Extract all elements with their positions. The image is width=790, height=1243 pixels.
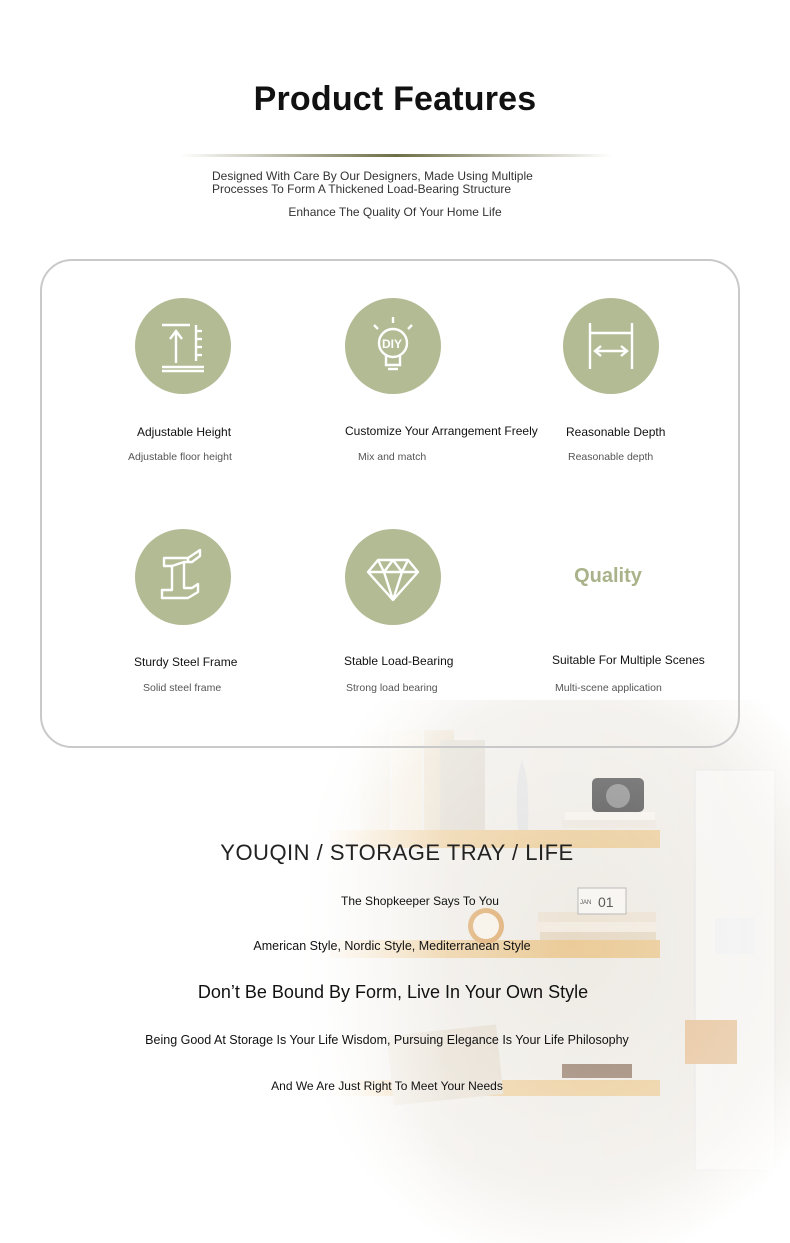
hero-line-3: Being Good At Storage Is Your Life Wisdom, Pursuing Elegance Is Your Life Philosophy: [145, 1033, 629, 1047]
intro-tagline: Enhance The Quality Of Your Home Life: [288, 205, 502, 219]
shelf-product-photo: [300, 700, 790, 1243]
diamond-icon: [345, 529, 441, 625]
steel-beam-icon: [135, 529, 231, 625]
hero-line-1: The Shopkeeper Says To You: [341, 894, 499, 908]
depth-frame-icon: [563, 298, 659, 394]
feature-title-load-bearing: Stable Load-Bearing: [344, 654, 454, 668]
feature-subtitle-multiple-scenes: Multi-scene application: [555, 682, 662, 694]
feature-title-multiple-scenes: Suitable For Multiple Scenes: [552, 653, 705, 667]
feature-subtitle-customize: Mix and match: [358, 451, 427, 463]
intro-line-1: Designed With Care By Our Designers, Made Using Multiple: [212, 169, 533, 183]
feature-subtitle-adjustable-height: Adjustable floor height: [128, 451, 232, 463]
adjustable-height-icon: [135, 298, 231, 394]
title-divider: [180, 154, 612, 157]
feature-title-adjustable-height: Adjustable Height: [137, 425, 232, 439]
svg-text:DIY: DIY: [382, 337, 403, 351]
feature-title-depth: Reasonable Depth: [566, 425, 666, 439]
diy-bulb-icon: [345, 298, 441, 394]
feature-subtitle-steel-frame: Solid steel frame: [143, 682, 222, 694]
hero-line-4: And We Are Just Right To Meet Your Needs: [271, 1079, 503, 1093]
brand-line: YOUQIN / STORAGE TRAY / LIFE: [220, 840, 574, 865]
quality-text-icon: Quality: [574, 565, 642, 587]
feature-title-customize: Customize Your Arrangement Freely: [345, 424, 538, 438]
feature-title-steel-frame: Sturdy Steel Frame: [134, 655, 238, 669]
hero-line-2: American Style, Nordic Style, Mediterranean Style: [253, 939, 531, 953]
hero-headline: Don’t Be Bound By Form, Live In Your Own Style: [197, 982, 589, 1002]
intro-text: [212, 170, 572, 196]
feature-subtitle-depth: Reasonable depth: [568, 451, 654, 463]
feature-subtitle-load-bearing: Strong load bearing: [346, 682, 438, 694]
intro-line-2: Processes To Form A Thickened Load-Bearing Structure: [212, 182, 512, 196]
page-title: Product Features: [253, 80, 537, 118]
